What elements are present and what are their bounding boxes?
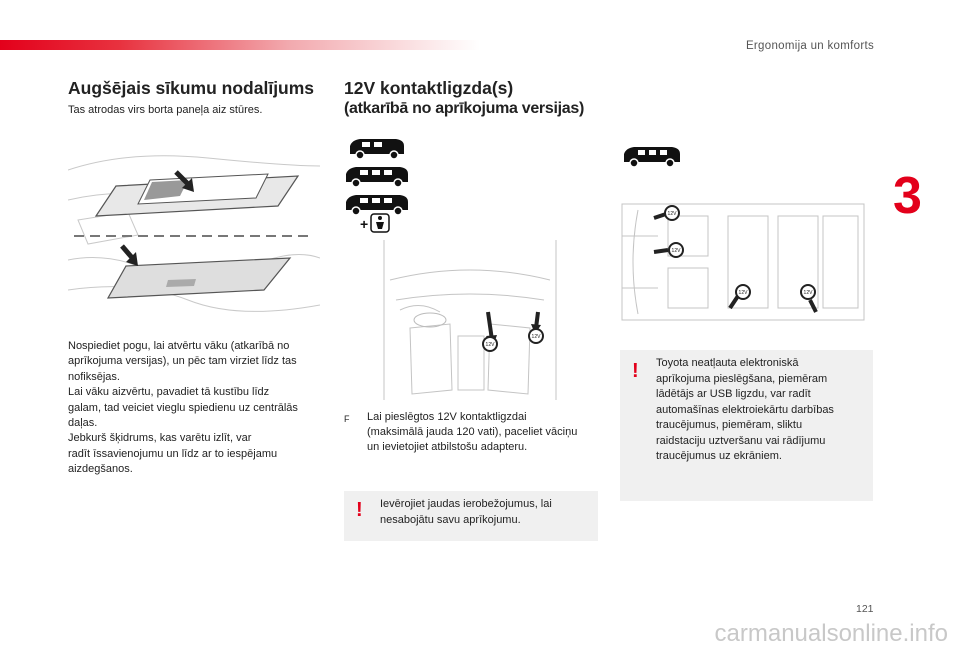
instruction-line: aprīkojuma versijas), un pēc tam virziet līdz tas [68, 355, 297, 368]
section-title: Ergonomija un komforts [745, 40, 874, 52]
plus-icon: + [360, 216, 369, 232]
socket-heading: 12V kontaktligzda(s) [344, 78, 514, 98]
socket-subheading: (atkarībā no aprīkojuma versijas) [344, 100, 584, 117]
instruction-line: Nospiediet pogu, lai atvērtu vāku (atkarībā no [68, 340, 290, 352]
warning-line: automašīnas elektroiekārtu darbības [656, 403, 834, 416]
bullet-glyph: F [344, 414, 350, 424]
instruction-line: Lai vāku aizvērtu, pavadiet tā kustību līdz [68, 386, 270, 399]
warning-line: traucējumus, piemēram, sliktu [656, 419, 803, 431]
instruction-line: un ievietojiet atbilstošu adapteru. [367, 441, 528, 453]
warning-icon: ! [632, 360, 639, 382]
chapter-number: 3 [893, 167, 922, 225]
van-medium-icon [344, 164, 410, 190]
instruction-line: nofiksējas. [68, 370, 120, 383]
glovebox-illustration [68, 140, 320, 320]
socket-instruction [344, 410, 602, 455]
socket-icon [736, 285, 750, 299]
van-long-icon [622, 144, 682, 170]
warning-line: nesabojātu savu aprīkojumu. [380, 513, 521, 526]
warning-line: lādētājs ar USB ligzdu, var radīt [656, 388, 811, 400]
instruction-line: Lai pieslēgtos 12V kontaktligzdai [367, 411, 527, 423]
power-limit-warning [344, 491, 598, 541]
warning-line: Toyota neatļauta elektroniskā [656, 357, 799, 369]
instruction-line: (maksimālā jauda 120 vati), paceliet vāciņu [367, 426, 578, 438]
svg-text:12V: 12V [531, 334, 541, 340]
svg-text:12V: 12V [485, 342, 495, 348]
warning-line: Ievērojiet jaudas ierobežojumus, lai [380, 498, 552, 510]
socket-icon [529, 329, 543, 343]
instruction-line: galam, tad veiciet vieglu spiedienu uz centrālās [68, 401, 298, 414]
wheelchair-icon [370, 213, 390, 233]
van-short-icon [348, 136, 406, 162]
instruction-line: radīt īssavienojumu un līdz ar to iespējamu [68, 447, 278, 460]
socket-icon [665, 206, 679, 220]
vehicle-top-view-illustration [618, 196, 868, 328]
warning-line: aprīkojuma pieslēgšana, piemēram [656, 372, 828, 385]
page-number: 121 [856, 603, 874, 615]
glovebox-heading: Augšējais sīkumu nodalījums [68, 78, 315, 98]
svg-text:12V: 12V [671, 248, 681, 254]
glovebox-instructions [68, 339, 333, 478]
socket-icon [483, 337, 497, 351]
front-cabin-illustration [380, 240, 560, 400]
instruction-line: aizdegšanos. [68, 463, 133, 476]
warning-icon: ! [356, 499, 363, 521]
glovebox-intro: Tas atrodas virs borta paneļa aiz stūres. [68, 104, 263, 116]
svg-text:12V: 12V [667, 211, 677, 217]
svg-text:12V: 12V [738, 290, 748, 296]
warning-line: traucējumus uz ekrāniem. [656, 450, 782, 462]
socket-icon [801, 285, 815, 299]
svg-text:12V: 12V [803, 290, 813, 296]
instruction-line: Jebkurš šķidrums, kas varētu izlīt, var [68, 432, 252, 445]
watermark: carmanualsonline.info [714, 620, 948, 647]
header-accent-bar [0, 40, 480, 50]
electronics-warning [620, 350, 873, 501]
warning-line: raidstaciju uztveršanu vai rādījumu [656, 434, 826, 447]
instruction-line: daļas. [68, 417, 98, 430]
socket-icon [669, 243, 683, 257]
